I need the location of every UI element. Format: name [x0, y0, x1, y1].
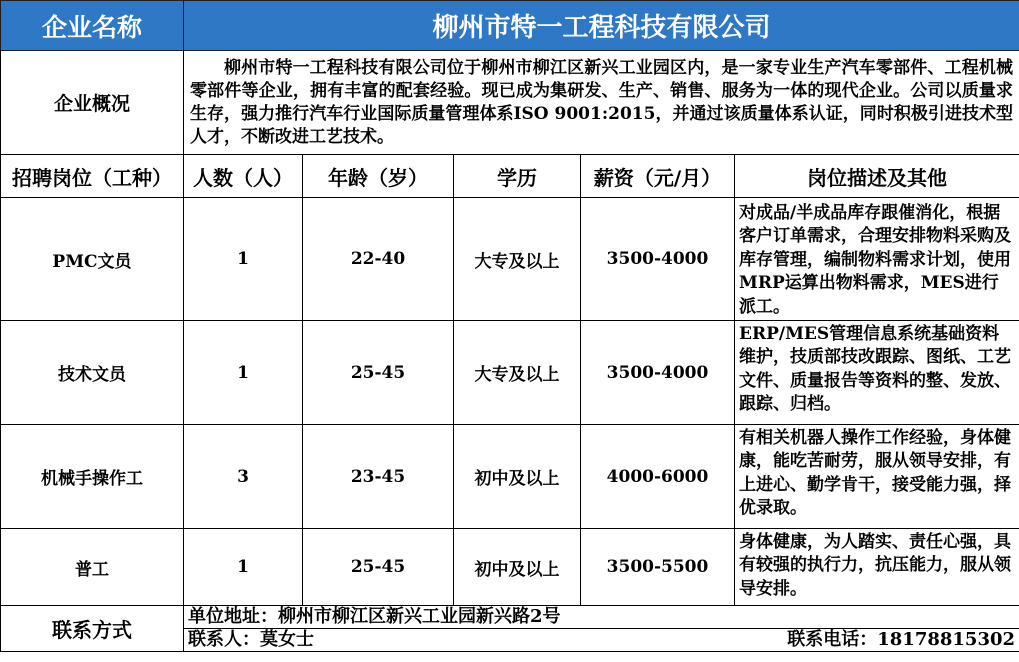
company-name: 柳州市特一工程科技有限公司: [184, 1, 1019, 51]
job-count: 1: [184, 529, 303, 606]
job-description: 有相关机器人操作工作经验，身体健康，能吃苦耐劳，服从领导安排，有上进心、勤学肯干，接受能力强，择优录取。: [735, 425, 1019, 529]
contact-phone: 联系电话：18178815302: [787, 629, 1016, 650]
table-row: [1, 529, 1019, 606]
job-count: 1: [184, 321, 303, 425]
table-row: [1, 425, 1019, 529]
job-position: PMC文员: [1, 198, 184, 321]
column-header-row: [1, 155, 1019, 198]
job-position: 机械手操作工: [1, 425, 184, 529]
col-description: 岗位描述及其他: [735, 155, 1019, 198]
job-description: ERP/MES管理信息系统基础资料维护，技质部技改跟踪、图纸、工艺文件、质量报告等资料的整、发放、跟踪、归档。: [735, 321, 1019, 425]
contact-address: 单位地址：柳州市柳江区新兴工业园新兴路2号: [184, 606, 1019, 629]
job-age: 25-45: [303, 321, 454, 425]
col-count: 人数（人）: [184, 155, 303, 198]
job-education: 大专及以上: [454, 198, 581, 321]
contact-person: 联系人：莫女士: [188, 629, 314, 650]
contact-person-phone: [184, 629, 1019, 652]
contact-label: 联系方式: [1, 606, 184, 652]
job-salary: 4000-6000: [581, 425, 735, 529]
job-age: 25-45: [303, 529, 454, 606]
job-age: 23-45: [303, 425, 454, 529]
job-age: 22-40: [303, 198, 454, 321]
job-salary: 3500-5500: [581, 529, 735, 606]
job-position: 普工: [1, 529, 184, 606]
job-education: 大专及以上: [454, 321, 581, 425]
job-count: 1: [184, 198, 303, 321]
col-education: 学历: [454, 155, 581, 198]
job-salary: 3500-4000: [581, 198, 735, 321]
overview-label: 企业概况: [1, 51, 184, 155]
job-count: 3: [184, 425, 303, 529]
job-salary: 3500-4000: [581, 321, 735, 425]
job-position: 技术文员: [1, 321, 184, 425]
contact-row: [1, 606, 1019, 629]
job-education: 初中及以上: [454, 425, 581, 529]
col-age: 年龄（岁）: [303, 155, 454, 198]
col-salary: 薪资（元/月）: [581, 155, 735, 198]
header-row: [1, 1, 1019, 51]
table-row: [1, 198, 1019, 321]
job-description: 身体健康，为人踏实、责任心强，具有较强的执行力，抗压能力，服从领导安排。: [735, 529, 1019, 606]
job-description: 对成品/半成品库存跟催消化，根据客户订单需求，合理安排物料采购及库存管理，编制物料需求计划，使用MRP运算出物料需求，MES进行派工。: [735, 198, 1019, 321]
job-education: 初中及以上: [454, 529, 581, 606]
col-position: 招聘岗位（工种）: [1, 155, 184, 198]
overview-text: 柳州市特一工程科技有限公司位于柳州市柳江区新兴工业园区内，是一家专业生产汽车零部件、工程机械零部件等企业，拥有丰富的配套经验。现已成为集研发、生产、销售、服务为一体的现代企业。公司以质量求生存，强力推行汽车行业国际质量管理体系ISO 9001:2015，并通过该质量体系认证，同时积极引进技术型人才，不断改进工艺技术。: [184, 51, 1019, 155]
overview-row: [1, 51, 1019, 155]
table-row: [1, 321, 1019, 425]
company-name-label: 企业名称: [1, 1, 184, 51]
